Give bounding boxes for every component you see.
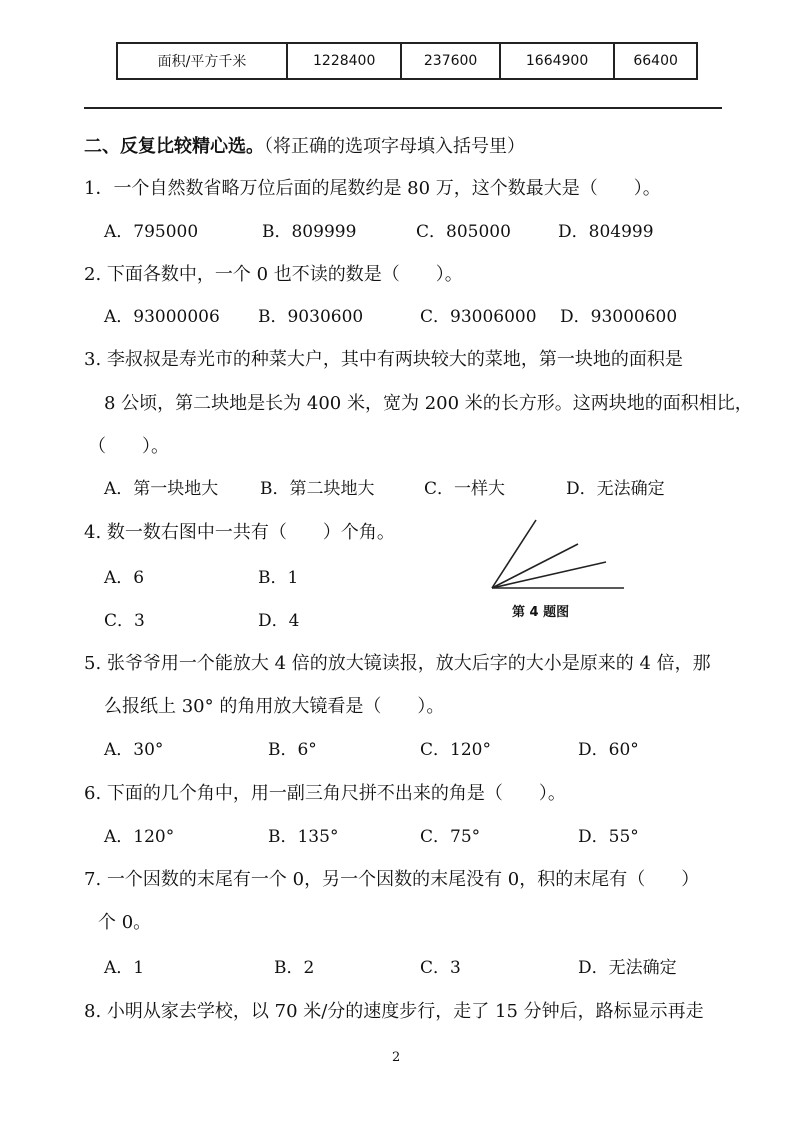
option-b: B．9030600 xyxy=(258,307,364,327)
ray-middle xyxy=(492,544,578,588)
option-c: C．805000 xyxy=(416,222,511,242)
option-c: C．3 xyxy=(104,611,145,631)
area-table xyxy=(116,42,698,80)
question-7-line-1: 7. 一个因数的末尾有一个 0，另一个因数的末尾没有 0，积的末尾有（ ） xyxy=(84,869,700,890)
question-2: 2. 下面各数中，一个 0 也不读的数是（ ）。 xyxy=(84,264,463,285)
option-d: D．93000600 xyxy=(560,307,678,327)
option-b: B．6° xyxy=(268,740,317,760)
option-a: A．93000006 xyxy=(104,307,220,327)
option-b: B．135° xyxy=(268,827,339,847)
question-6: 6. 下面的几个角中，用一副三角尺拼不出来的角是（ ）。 xyxy=(84,783,566,804)
option-d: D．4 xyxy=(258,611,300,631)
ray-shallow xyxy=(492,562,606,588)
option-a: A．30° xyxy=(104,740,164,760)
question-8-line-1: 8. 小明从家去学校，以 70 米/分的速度步行，走了 15 分钟后，路标显示再走 xyxy=(84,1001,704,1022)
table-cell: 1664900 xyxy=(500,43,614,79)
ray-steep xyxy=(492,520,536,588)
option-a: A．第一块地大 xyxy=(104,479,219,499)
option-b: B．2 xyxy=(274,958,315,978)
table-cell: 66400 xyxy=(614,43,697,79)
question-7-line-2: 个 0。 xyxy=(98,912,152,933)
section-title: 二、反复比较精心选。 xyxy=(84,136,264,157)
angle-figure xyxy=(486,512,628,594)
option-b: B．第二块地大 xyxy=(260,479,375,499)
table-cell: 1228400 xyxy=(287,43,401,79)
question-1: 1．一个自然数省略万位后面的尾数约是 80 万，这个数最大是（ ）。 xyxy=(84,178,661,199)
option-c: C．93006000 xyxy=(420,307,537,327)
option-b: B．809999 xyxy=(262,222,357,242)
option-a: A．1 xyxy=(104,958,145,978)
option-c: C．3 xyxy=(420,958,461,978)
table-cell: 237600 xyxy=(401,43,500,79)
option-a: A．6 xyxy=(104,568,145,588)
table-row xyxy=(117,43,697,79)
question-3-line-1: 3. 李叔叔是寿光市的种菜大户，其中有两块较大的菜地，第一块地的面积是 xyxy=(84,349,683,370)
option-b: B．1 xyxy=(258,568,299,588)
figure-caption: 第 4 题图 xyxy=(512,605,570,620)
question-5-line-1: 5. 张爷爷用一个能放大 4 倍的放大镜读报，放大后字的大小是原来的 4 倍，那 xyxy=(84,653,711,674)
option-d: D．无法确定 xyxy=(578,958,677,978)
section-note: （将正确的选项字母填入括号里） xyxy=(264,136,525,157)
option-a: A．795000 xyxy=(104,222,199,242)
table-header-cell: 面积/平方千米 xyxy=(117,43,287,79)
option-a: A．120° xyxy=(104,827,175,847)
page-number: 2 xyxy=(392,1050,401,1065)
option-d: D．55° xyxy=(578,827,639,847)
option-c: C．一样大 xyxy=(424,479,506,499)
question-3-line-2: 8 公顷，第二块地是长为 400 米，宽为 200 米的长方形。这两块地的面积相比， xyxy=(104,393,753,414)
option-c: C．75° xyxy=(420,827,481,847)
section-heading xyxy=(84,132,525,158)
option-d: D．804999 xyxy=(558,222,654,242)
question-3-line-3: （ ）。 xyxy=(88,436,169,457)
option-d: D．无法确定 xyxy=(566,479,665,499)
option-c: C．120° xyxy=(420,740,491,760)
question-4: 4. 数一数右图中一共有（ ）个角。 xyxy=(84,522,395,543)
section-divider xyxy=(84,107,722,109)
question-5-line-2: 么报纸上 30° 的角用放大镜看是（ ）。 xyxy=(104,696,445,717)
option-d: D．60° xyxy=(578,740,639,760)
